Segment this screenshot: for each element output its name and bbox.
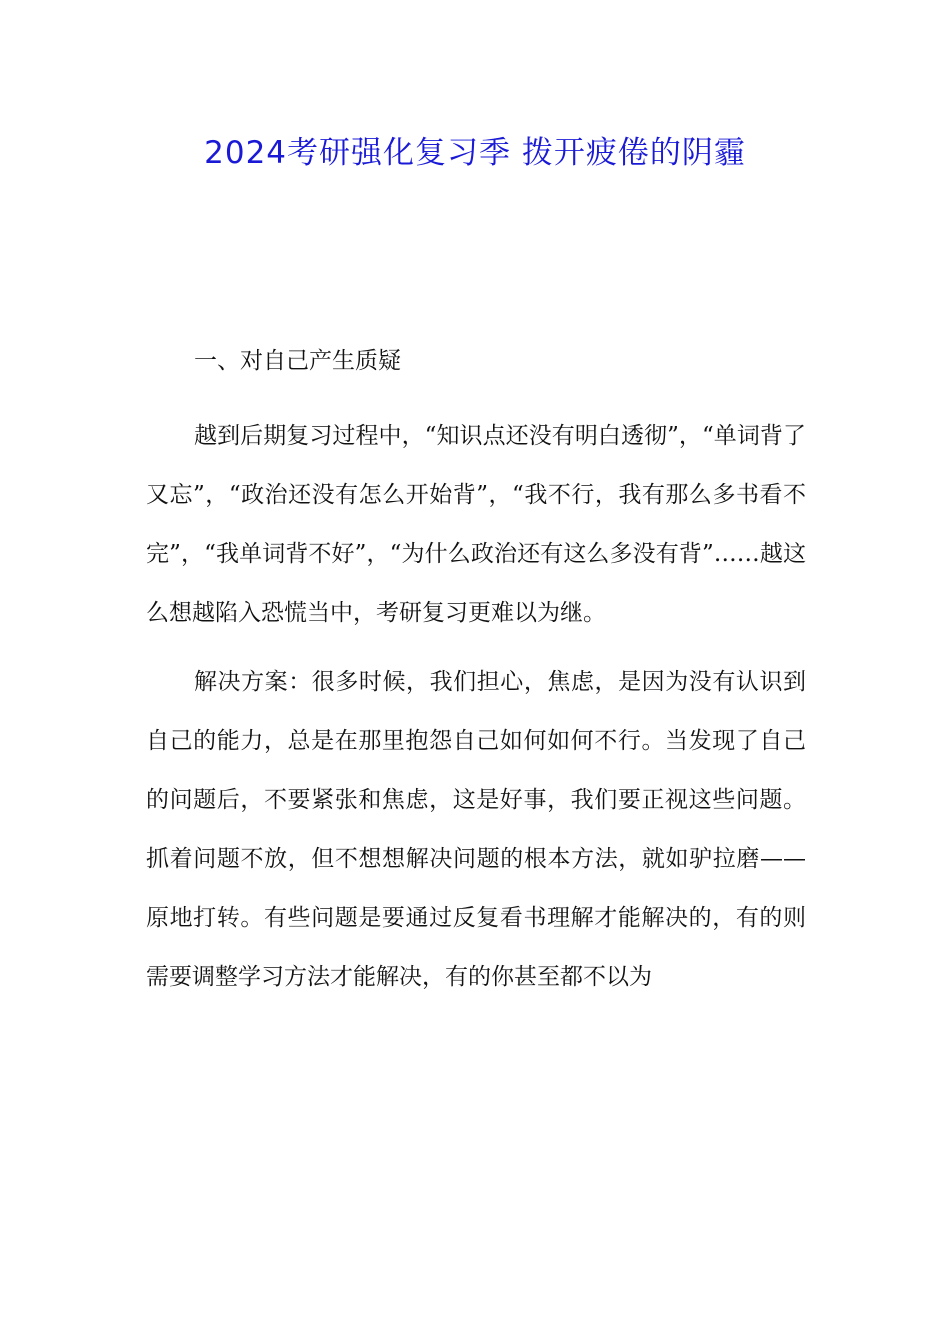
document-title: 2024考研强化复习季 拨开疲倦的阴霾 bbox=[204, 135, 746, 171]
section-heading: 一、对自己产生质疑 bbox=[194, 348, 401, 374]
paragraph-solution: 解决方案：很多时候，我们担心，焦虑，是因为没有认识到自己的能力，总是在那里抱怨自己如何如何不行。当发现了自己的问题后，不要紧张和焦虑，这是好事，我们要正视这些问题。抓着问题不放，但不想想解决问题的根本方法，就如驴拉磨——原地打转。有些问题是要通过反复看书理解才能解决的，有的则需要调整学习方法才能解决，有的你甚至都不以为 bbox=[146, 669, 806, 990]
paragraph-problem: 越到后期复习过程中，“知识点还没有明白透彻”，“单词背了又忘”，“政治还没有怎么开始背”，“我不行，我有那么多书看不完”，“我单词背不好”，“为什么政治还有这么多没有背”……越这么想越陷入恐慌当中，考研复习更难以为继。 bbox=[146, 423, 806, 626]
document-body bbox=[146, 407, 806, 1007]
